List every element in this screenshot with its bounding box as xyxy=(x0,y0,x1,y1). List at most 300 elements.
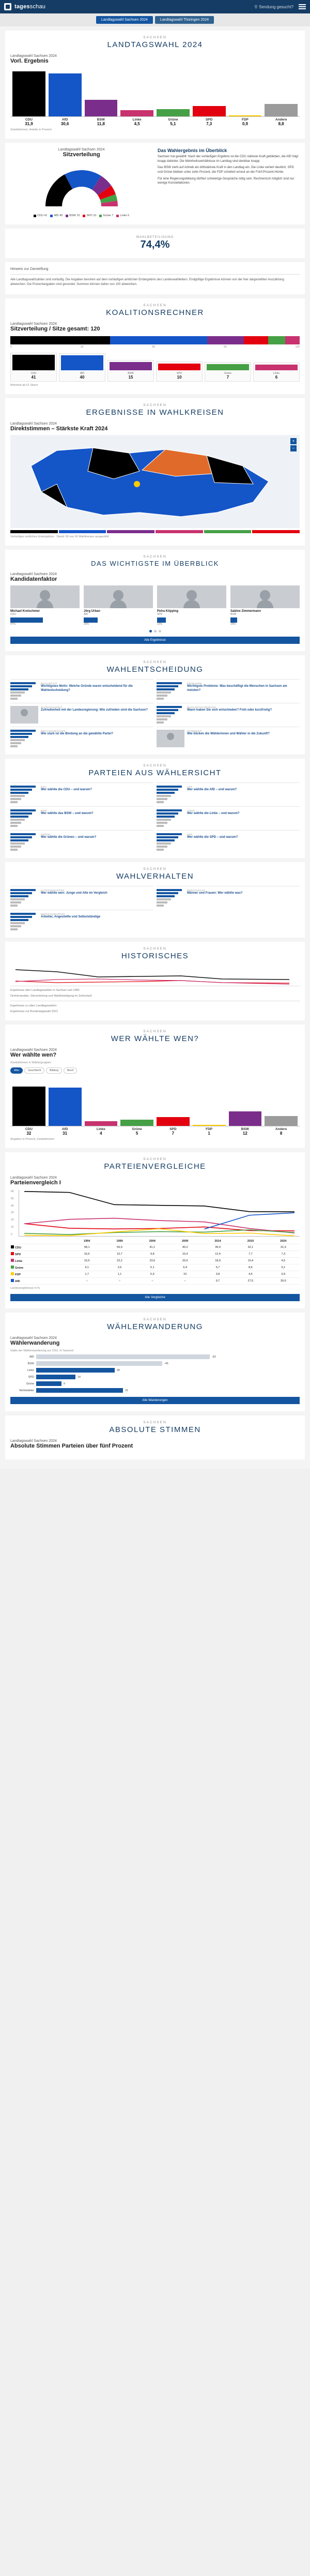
table-row xyxy=(10,1271,300,1278)
table-row xyxy=(10,1264,300,1271)
row-party: CDU xyxy=(10,1244,71,1251)
absolute-head: Absolute Stimmen Parteien über fünf Prozent xyxy=(10,1443,133,1449)
werwen-axis-labels xyxy=(10,1126,300,1136)
table-row xyxy=(10,1251,300,1258)
teaser-kicker: GRÜNE xyxy=(41,833,51,836)
bar-afd xyxy=(49,1077,82,1126)
row-value: 20,6 xyxy=(169,1258,202,1264)
teaser-card[interactable] xyxy=(157,886,300,907)
teaser-mini-chart xyxy=(10,730,38,747)
row-value: 5,1 xyxy=(136,1264,168,1271)
row-value: 4,5 xyxy=(234,1271,267,1278)
brand-title: tagesschau xyxy=(14,4,46,10)
candidate-card[interactable] xyxy=(10,585,80,626)
row-value: 5,9 xyxy=(136,1271,168,1278)
coalition-scale-tick: 30 xyxy=(80,345,84,349)
bar-label-andere: Andere 8 xyxy=(275,1127,287,1136)
teaser-question: Wichtigste Probleme: Was beschäftigt die Menschen in Sachsen am meisten? xyxy=(187,685,287,692)
coalition-segment-spd[interactable] xyxy=(244,336,268,344)
coalition-scale-tick: 90 xyxy=(224,345,227,349)
row-party: Linke xyxy=(10,1258,71,1264)
teaser-question: Wer wählte die SPD – und warum? xyxy=(187,836,238,839)
row-value: 31,9 xyxy=(267,1244,300,1251)
seats-legend-item-linke: Linke 6 xyxy=(116,214,129,217)
candidate-bar xyxy=(84,617,98,623)
teaser-chart-box xyxy=(157,682,184,700)
candidate-name: Jörg Urban xyxy=(84,610,101,613)
candidate-card[interactable] xyxy=(84,585,153,626)
bar-label-spd: SPD 7,3 xyxy=(205,118,213,126)
turnout-value: 74,4% xyxy=(140,239,170,250)
wanderung-subhead: Saldo der Wählerwanderung zur CDU, in Tausend xyxy=(10,1349,73,1352)
teaser-question: Wer wählte die Linke – und warum? xyxy=(187,812,240,815)
wanderung-label: BSW xyxy=(27,1362,34,1365)
candidate-bar xyxy=(157,617,166,623)
vergleich-title: PARTEIENVERGLEICHE xyxy=(104,1162,206,1171)
wanderung-row xyxy=(10,1375,300,1379)
seats-legend-item-afd: AfD 40 xyxy=(50,214,63,217)
wanderung-more-button[interactable]: Alle Wanderungen xyxy=(10,1397,300,1404)
filter-chip-alter[interactable]: Alter xyxy=(10,1067,23,1074)
bar-label-bsw: BSW 11,8 xyxy=(97,118,105,126)
teaser-question: Wann haben Sie sich entschieden? Früh oder kurzfristig? xyxy=(187,709,272,712)
bar-cdu xyxy=(12,67,45,116)
wanderung-value: 14 xyxy=(77,1375,81,1379)
search-icon[interactable]: ⚲ Sendung gesucht? xyxy=(254,4,293,9)
candidate-card[interactable] xyxy=(230,585,300,626)
bar-spd xyxy=(157,1077,190,1126)
historisches-kicker: SACHSEN xyxy=(143,947,167,951)
row-value: 22,2 xyxy=(103,1258,136,1264)
wanderung-row xyxy=(10,1354,300,1359)
teaser-mini-chart xyxy=(10,786,38,803)
seats-legend-item-grüne: Grüne 7 xyxy=(99,214,113,217)
bar-andere xyxy=(265,67,298,116)
teaser-mini-chart xyxy=(157,833,184,851)
coalition-card-spd[interactable]: SPD 10 xyxy=(156,361,203,382)
wanderung-value: -45 xyxy=(164,1362,168,1365)
teaser-card[interactable] xyxy=(157,703,300,724)
result-axis-labels xyxy=(10,117,300,126)
coalition-segment-grüne[interactable] xyxy=(268,336,285,344)
teaser-question: Arbeiter, Angestellte und Selbstständige xyxy=(41,915,101,918)
vergleich-footnote: Landesergebnisse in % xyxy=(10,1287,40,1290)
teaser-question: Wichtigstes Motiv: Welche Gründe waren entscheidend für die Wahlentscheidung? xyxy=(41,685,133,692)
werwen-subtitle: Landtagswahl Sachsen 2024 xyxy=(10,1048,57,1052)
candidate-party: CDU xyxy=(10,613,16,616)
teaser-question: Wie blicken die Wählerinnen und Wähler in die Zukunft? xyxy=(187,732,270,735)
seats-legend-item-spd: SPD 10 xyxy=(83,214,96,217)
teaser-mini-chart xyxy=(10,809,38,827)
bar-label-cdu: CDU 31,9 xyxy=(25,118,33,126)
candidate-party: AfD xyxy=(84,613,88,616)
turnout-kicker: WAHLBETEILIGUNG xyxy=(136,236,174,239)
wanderung-title: WÄHLERWANDERUNG xyxy=(107,1322,203,1331)
coalition-scale xyxy=(10,345,300,349)
history-link-2[interactable]: Ergebnisse zur Bundestagswahl 2021 xyxy=(10,1010,58,1013)
wanderung-module xyxy=(5,1313,305,1411)
row-value: 3,8 xyxy=(202,1271,234,1278)
wahlverhalten-grid xyxy=(10,886,300,930)
map-zoom-out-button[interactable]: − xyxy=(290,445,297,451)
col-year: 1999 xyxy=(103,1239,136,1244)
teaser-chart-box xyxy=(10,706,38,724)
candidate-bar xyxy=(230,617,237,623)
wanderung-row xyxy=(10,1368,300,1373)
teaser-kicker: ALTERSGRUPPEN xyxy=(41,889,65,892)
table-row xyxy=(10,1258,300,1264)
teaser-chart-box xyxy=(10,682,38,700)
coalition-segment-cdu[interactable] xyxy=(10,336,110,344)
wanderung-row xyxy=(10,1361,300,1366)
bar-fdp xyxy=(229,67,262,116)
y-tick: 50 xyxy=(11,1197,14,1200)
werwen-module xyxy=(5,1025,305,1148)
coalition-scale-tick: 0 xyxy=(10,345,12,349)
wanderung-value: 28 xyxy=(116,1368,120,1372)
wanderung-rows xyxy=(10,1354,300,1393)
row-value: 0,9 xyxy=(267,1271,300,1278)
filter-chip-geschlecht[interactable]: Geschlecht xyxy=(24,1067,44,1074)
teaser-chart-box xyxy=(157,809,184,827)
bar-label-andere: Andere 8,8 xyxy=(275,118,287,126)
teaser-question: Wer wählte die Grünen – und warum? xyxy=(41,836,97,839)
col-party xyxy=(10,1239,71,1244)
wanderung-row xyxy=(10,1388,300,1393)
tab-sachsen[interactable]: Landtagswahl Sachsen 2024 xyxy=(96,16,153,24)
teaser-kicker: BSW xyxy=(41,809,47,812)
candidate-photo xyxy=(157,585,226,608)
filter-chip-beruf[interactable]: Beruf xyxy=(64,1067,77,1074)
teaser-card[interactable] xyxy=(10,886,153,907)
candidate-photo xyxy=(84,585,153,608)
teaser-card[interactable] xyxy=(10,703,153,724)
teaser-chart-box xyxy=(157,706,184,724)
teaser-question: Zufriedenheit mit der Landesregierung: Wie zufrieden sind die Sachsen? xyxy=(41,709,148,712)
wanderung-label: SPD xyxy=(28,1375,34,1379)
wanderung-value: 31 xyxy=(125,1389,129,1392)
teaser-chart-box xyxy=(10,833,38,851)
teaser-question: Wer wählte die AfD – und warum? xyxy=(187,788,237,791)
map-legend xyxy=(10,530,300,533)
seats-subtitle: Landtagswahl Sachsen 2024 xyxy=(58,148,105,152)
teaser-mini-chart xyxy=(157,809,184,827)
candidate-name: Sabine Zimmermann xyxy=(230,610,261,613)
werwen-footnote: Angaben in Prozent, Zweitstimmen xyxy=(10,1138,55,1141)
coalition-subtitle: Landtagswahl Sachsen 2024 xyxy=(10,322,57,326)
teaser-card[interactable] xyxy=(157,679,300,700)
vergleich-y-labels xyxy=(11,1190,14,1236)
teaser-card[interactable] xyxy=(10,806,153,827)
row-value: 30,6 xyxy=(267,1278,300,1285)
vergleich-head: Parteienvergleich I xyxy=(10,1180,61,1186)
coalition-kicker: SACHSEN xyxy=(143,304,167,307)
coalition-card-linke[interactable]: Linke 6 xyxy=(253,363,300,382)
coalition-segment-bsw[interactable] xyxy=(207,336,244,344)
map-zoom-controls[interactable] xyxy=(290,438,297,451)
absolute-kicker: SACHSEN xyxy=(143,1421,167,1424)
coalition-card-afd[interactable]: AfD 40 xyxy=(59,353,105,382)
candidate-card[interactable] xyxy=(157,585,226,626)
turnout-module xyxy=(5,229,305,258)
row-party: AfD xyxy=(10,1278,71,1285)
y-tick: 60 xyxy=(11,1190,14,1193)
seats-head: Sitzverteilung xyxy=(63,152,100,158)
vergleich-module xyxy=(5,1152,305,1308)
map-zoom-in-button[interactable]: + xyxy=(290,438,297,444)
coalition-card-grüne[interactable]: Grüne 7 xyxy=(205,362,251,382)
teaser-mini-chart xyxy=(157,889,184,907)
wanderung-row xyxy=(10,1381,300,1386)
absolute-title: ABSOLUTE STIMMEN xyxy=(109,1425,201,1434)
row-value: 1,7 xyxy=(71,1271,103,1278)
filter-chip-bildung[interactable]: Bildung xyxy=(46,1067,62,1074)
col-year: 2014 xyxy=(202,1239,234,1244)
history-sparkline xyxy=(10,966,300,986)
teaser-kicker: AFD xyxy=(187,786,193,788)
row-value: 10 xyxy=(169,1271,202,1278)
candidates-kicker: SACHSEN xyxy=(143,555,167,559)
map-title: ERGEBNISSE IN WAHLKREISEN xyxy=(86,408,224,417)
wanderung-label: Nichtwähler xyxy=(19,1389,34,1392)
row-value: 5,7 xyxy=(202,1264,234,1271)
seats-donut-chart xyxy=(35,161,128,210)
teaser-card[interactable] xyxy=(10,727,153,747)
teaser-card[interactable] xyxy=(157,727,300,747)
seats-legend-item-bsw: BSW 15 xyxy=(66,214,80,217)
bar-label-fdp: FDP 1 xyxy=(206,1127,213,1136)
teaser-kicker: WAHLENTSCHEIDUNG xyxy=(187,706,216,709)
row-value: 16,6 xyxy=(71,1251,103,1258)
overview-p2: Das BSW zieht auf Anhieb als drittstärkste Kraft in den Landtag ein. Die Linke verliert deutlich, SPD und Grüne bleiben unter zehn Prozent, die FDP scheitert erneut an der Fünf-Prozent-Hürde. xyxy=(158,166,294,174)
vergleich-line-chart xyxy=(11,1190,300,1237)
row-value: 9,7 xyxy=(202,1278,234,1285)
overview-text-column xyxy=(158,148,300,217)
line-series-afd xyxy=(205,1213,295,1229)
coalition-scale-tick: 120 xyxy=(295,345,300,349)
row-value: 10,7 xyxy=(103,1251,136,1258)
werwen-subhead: Zweitstimmen in Wählergruppen xyxy=(10,1061,51,1064)
row-value: 1,1 xyxy=(103,1271,136,1278)
coalition-scale-tick: 60 xyxy=(152,345,155,349)
coalition-segment-afd[interactable] xyxy=(110,336,207,344)
teaser-card[interactable] xyxy=(157,830,300,851)
col-year: 2019 xyxy=(234,1239,267,1244)
constituency-map-module xyxy=(5,398,305,546)
row-value: 7,3 xyxy=(267,1251,300,1258)
bar-label-grüne: Grüne 5 xyxy=(132,1127,142,1136)
y-tick: 0 xyxy=(11,1232,12,1236)
wahlentscheidung-module xyxy=(5,655,305,755)
wahlverhalten-title: WAHLVERHALTEN xyxy=(116,872,194,881)
candidate-photo xyxy=(10,585,80,608)
row-value: 5,1 xyxy=(267,1264,300,1271)
table-row xyxy=(10,1278,300,1285)
tab-thueringen[interactable]: Landtagswahl Thüringen 2024 xyxy=(155,16,214,24)
teaser-kicker: CDU xyxy=(41,786,47,788)
history-link-1[interactable]: Ergebnisse zu allen Landtagswahlen xyxy=(10,1004,57,1007)
bar-label-grüne: Grüne 5,1 xyxy=(168,118,178,126)
teaser-kicker: LINKE xyxy=(187,809,195,812)
wahlentscheidung-grid xyxy=(10,679,300,747)
teaser-card[interactable] xyxy=(157,806,300,827)
row-value: 16,5 xyxy=(71,1258,103,1264)
result-subtitle: Landtagswahl Sachsen 2024 xyxy=(10,54,57,58)
row-value: 41,1 xyxy=(136,1244,168,1251)
row-value: 7,7 xyxy=(234,1251,267,1258)
bar-grüne xyxy=(157,67,190,116)
bar-andere xyxy=(265,1077,298,1126)
coalition-footnote: Mehrheit ab 61 Sitzen xyxy=(10,384,38,387)
row-value: – xyxy=(136,1278,168,1285)
coalition-party-cards[interactable] xyxy=(10,353,300,382)
line-series-cdu xyxy=(24,1192,295,1212)
parteien-module xyxy=(5,759,305,858)
coalition-module xyxy=(5,298,305,394)
row-value: 12,4 xyxy=(202,1251,234,1258)
werwen-bar-chart xyxy=(10,1077,300,1126)
bar-bsw xyxy=(85,67,118,116)
map-city-marker[interactable] xyxy=(134,481,140,487)
teaser-chart-box xyxy=(157,833,184,851)
candidates-title: DAS WICHTIGSTE IM ÜBERBLICK xyxy=(91,560,219,567)
bar-grüne xyxy=(120,1077,153,1126)
teaser-kicker: PROBLEME xyxy=(187,682,203,685)
teaser-card[interactable] xyxy=(10,910,153,930)
werwen-title: WER WÄHLTE WEN? xyxy=(111,1034,199,1043)
col-year: 1994 xyxy=(71,1239,103,1244)
bar-linke xyxy=(120,67,153,116)
candidate-value: 10% xyxy=(230,623,236,626)
candidates-module xyxy=(5,550,305,651)
row-value: 40,2 xyxy=(169,1244,202,1251)
election-tabs xyxy=(0,13,310,26)
coalition-head: Sitzverteilung / Sitze gesamt: 120 xyxy=(10,326,100,332)
teaser-chart-box xyxy=(157,786,184,803)
map-svg[interactable] xyxy=(10,435,300,528)
teaser-mini-chart xyxy=(157,706,184,724)
candidate-list xyxy=(10,585,300,626)
teaser-question: Wer wählte die CDU – und warum? xyxy=(41,788,92,791)
search-label: Sendung gesucht? xyxy=(259,4,293,9)
info-module xyxy=(5,262,305,294)
history-note-2: Direktmandate, Sitzverteilung und Wahlbeteiligung im Zeitverlauf xyxy=(10,995,92,998)
werwen-filter-chips[interactable] xyxy=(10,1067,300,1074)
teaser-kicker: WECHSELWÄHLER xyxy=(41,730,66,732)
candidates-head: Kandidatenfaktor xyxy=(10,576,57,582)
row-value: 10,4 xyxy=(234,1258,267,1264)
teaser-chart-box xyxy=(10,889,38,907)
bar-spd xyxy=(193,67,226,116)
teaser-card[interactable] xyxy=(10,679,153,700)
teaser-mini-chart xyxy=(157,682,184,700)
tagesschau-logo-icon[interactable] xyxy=(4,3,11,10)
vergleich-svg xyxy=(19,1190,300,1237)
historisches-title: HISTORISCHES xyxy=(121,952,189,960)
top-navigation-bar xyxy=(0,0,310,13)
vergleich-more-button[interactable]: Alle Vergleiche xyxy=(10,1294,300,1301)
bar-linke xyxy=(85,1077,118,1126)
row-value: 2,6 xyxy=(103,1264,136,1271)
history-sparkline-svg xyxy=(10,966,300,986)
teaser-kicker: ZUFRIEDENHEIT xyxy=(41,706,63,709)
candidate-party: BSW xyxy=(230,613,237,616)
teaser-kicker: STIMMUNG xyxy=(187,730,202,732)
coalition-segment-linke[interactable] xyxy=(285,336,300,344)
teaser-question: Wer wählte wen: Junge und Alte im Vergleich xyxy=(41,892,107,895)
teaser-card[interactable] xyxy=(10,782,153,803)
row-value: – xyxy=(169,1278,202,1285)
result-bar-chart xyxy=(10,67,300,117)
absolute-module xyxy=(5,1415,305,1459)
werwen-kicker: SACHSEN xyxy=(143,1030,167,1033)
table-row xyxy=(10,1244,300,1251)
wahlverhalten-kicker: SACHSEN xyxy=(143,867,167,871)
row-value: 6,4 xyxy=(169,1264,202,1271)
werwen-head: Wer wählte wen? xyxy=(10,1052,57,1058)
seats-legend xyxy=(10,214,152,217)
candidate-name: Petra Köpping xyxy=(157,610,179,613)
teaser-kicker: BERUFSGRUPPEN xyxy=(41,913,66,915)
map-kicker: SACHSEN xyxy=(143,403,167,407)
bar-label-afd: AfD 31 xyxy=(61,1127,68,1136)
saxony-map[interactable] xyxy=(10,435,300,528)
col-year: 2004 xyxy=(136,1239,168,1244)
wahlentscheidung-kicker: SACHSEN xyxy=(143,660,167,664)
candidate-value: 20% xyxy=(84,623,89,626)
row-value: 4,1 xyxy=(71,1264,103,1271)
teaser-card[interactable] xyxy=(10,830,153,851)
coalition-card-cdu[interactable]: CDU 41 xyxy=(10,353,57,382)
row-party: FDP xyxy=(10,1271,71,1278)
teaser-chart-box xyxy=(10,913,38,930)
parteien-grid xyxy=(10,782,300,851)
overview-heading: Das Wahlergebnis im Überblick xyxy=(158,148,227,153)
result-footnote: Zweitstimmen, Anteile in Prozent xyxy=(10,128,52,131)
bar-fdp xyxy=(193,1077,226,1126)
row-value: – xyxy=(103,1278,136,1285)
teaser-chart-box xyxy=(157,889,184,907)
col-year: 2009 xyxy=(169,1239,202,1244)
candidate-name: Michael Kretschmer xyxy=(10,610,40,613)
y-tick: 20 xyxy=(11,1218,14,1222)
wanderung-value: 9 xyxy=(63,1382,65,1385)
result-kicker: SACHSEN xyxy=(143,36,167,39)
carousel-pager[interactable] xyxy=(10,630,300,632)
teaser-card[interactable] xyxy=(157,782,300,803)
coalition-card-bsw[interactable]: BSW 15 xyxy=(107,360,154,382)
candidate-value: 13% xyxy=(157,623,163,626)
teaser-question: Wie stark ist die Bindung an die gewählte Partei? xyxy=(41,732,113,735)
row-value: – xyxy=(71,1278,103,1285)
info-kicker: Hinweis zur Darstellung xyxy=(10,267,49,271)
y-tick: 10 xyxy=(11,1226,14,1229)
candidates-more-button[interactable]: Alle Ergebnisse xyxy=(10,637,300,644)
teaser-chart-box xyxy=(10,809,38,827)
y-tick: 30 xyxy=(11,1211,14,1215)
wanderung-head: Wählerwanderung xyxy=(10,1340,60,1346)
teaser-chart-box xyxy=(10,786,38,803)
parteien-kicker: SACHSEN xyxy=(143,764,167,767)
parteien-title: PARTEIEN AUS WÄHLERSICHT xyxy=(88,769,222,777)
bar-label-linke: Linke 4,5 xyxy=(132,118,142,126)
bar-bsw xyxy=(229,1077,262,1126)
row-value: 18,9 xyxy=(202,1258,234,1264)
bar-label-fdp: FDP 0,9 xyxy=(241,118,249,126)
hamburger-icon[interactable] xyxy=(299,3,306,10)
row-value: 10,4 xyxy=(169,1251,202,1258)
teaser-mini-chart xyxy=(10,833,38,851)
